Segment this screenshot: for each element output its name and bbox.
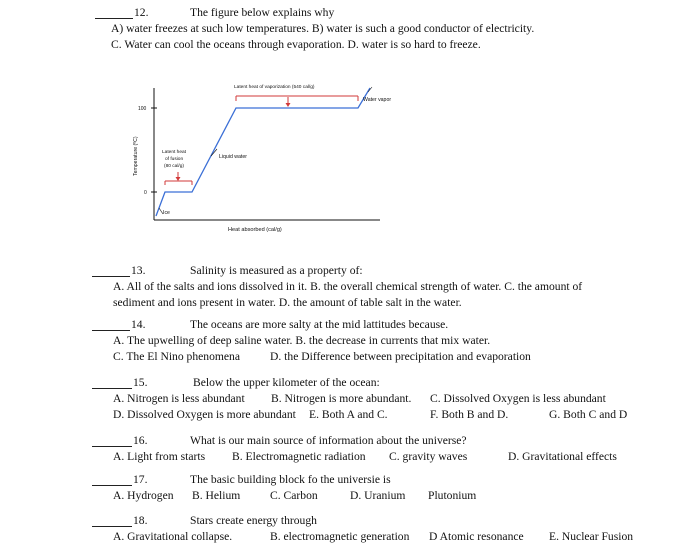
liquid-water-label: Liquid water: [219, 154, 247, 160]
q16-option-b: B. Electromagnetic radiation: [232, 450, 366, 463]
q14-option-c: C. The El Nino phenomena: [113, 350, 240, 363]
q15-number: 15.: [133, 376, 148, 389]
tick-100-label: 100: [138, 106, 147, 112]
q12-stem: The figure below explains why: [190, 6, 335, 19]
answer-blank-q14[interactable]: [92, 330, 130, 331]
q17-number: 17.: [133, 473, 148, 486]
q18-option-b: B. electromagnetic generation: [270, 530, 410, 543]
y-axis-label: Temperature (ºC): [133, 136, 139, 176]
q12-options-line1: A) water freezes at such low temperatures. B) water is such a good conductor of electricity.: [111, 22, 535, 35]
x-axis-label: Heat absorbed (cal/g): [228, 227, 282, 233]
q14-stem: The oceans are more salty at the mid lattitudes because.: [190, 318, 449, 331]
q15-option-e: E. Both A and C.: [309, 408, 388, 421]
q17-option-b: B. Helium: [192, 489, 241, 502]
q17-option-e: Plutonium: [428, 489, 477, 502]
fusion-arrowhead: [176, 177, 181, 181]
vaporization-arrowhead: [286, 103, 291, 107]
q13-number: 13.: [131, 264, 146, 277]
q14-number: 14.: [131, 318, 146, 331]
water-vapor-label: Water vapor: [363, 97, 392, 103]
q13-options-line1: A. All of the salts and ions dissolved in it. B. the overall chemical strength of water. C. the amount of: [113, 280, 583, 293]
q13-options-line2: sediment and ions present in water. D. the amount of table salt in the water.: [113, 296, 462, 309]
heating-curve-figure: [110, 68, 430, 248]
q17-option-a: A. Hydrogen: [113, 489, 174, 502]
q16-stem: What is our main source of information about the universe?: [190, 434, 467, 447]
tick-0-label: 0: [144, 190, 147, 196]
q13-stem: Salinity is measured as a property of:: [190, 264, 363, 277]
q17-option-d: D. Uranium: [350, 489, 406, 502]
q16-option-c: C. gravity waves: [389, 450, 468, 463]
vaporization-label: Latent heat of vaporization (540 cal/g): [234, 85, 315, 90]
q12-number: 12.: [134, 6, 149, 19]
q15-option-a: A. Nitrogen is less abundant: [113, 392, 245, 405]
heating-curve-line: [156, 88, 370, 216]
q15-option-g: G. Both C and D: [549, 408, 628, 421]
answer-blank-q18[interactable]: [92, 526, 132, 527]
ice-label: Ice: [163, 210, 170, 216]
q18-option-d: E. Nuclear Fusion: [549, 530, 634, 543]
q16-option-d: D. Gravitational effects: [508, 450, 617, 463]
q18-option-a: A. Gravitational collapse.: [113, 530, 233, 543]
answer-blank-q17[interactable]: [92, 485, 132, 486]
q16-option-a: A. Light from starts: [113, 450, 206, 463]
q17-option-c: C. Carbon: [270, 489, 318, 502]
q17-stem: The basic building block fo the universie is: [190, 473, 391, 486]
q18-option-c: D Atomic resonance: [429, 530, 524, 543]
q18-number: 18.: [133, 514, 148, 527]
q15-option-d: D. Dissolved Oxygen is more abundant: [113, 408, 296, 421]
answer-blank-q13[interactable]: [92, 276, 130, 277]
q16-number: 16.: [133, 434, 148, 447]
q15-option-c: C. Dissolved Oxygen is less abundant: [430, 392, 606, 405]
answer-blank-q15[interactable]: [92, 388, 132, 389]
fusion-label-line1: Latent heat: [162, 150, 187, 155]
fusion-label-line2: of fusion: [165, 157, 184, 162]
answer-blank-q16[interactable]: [92, 446, 132, 447]
q12-options-line2: C. Water can cool the oceans through evaporation. D. water is so hard to freeze.: [111, 38, 481, 51]
q15-option-b: B. Nitrogen is more abundant.: [271, 392, 412, 405]
q14-options-line1: A. The upwelling of deep saline water. B. the decrease in currents that mix water.: [113, 334, 491, 347]
fusion-label-line3: (80 cal/g): [164, 164, 184, 169]
q18-stem: Stars create energy through: [190, 514, 317, 527]
q15-stem: Below the upper kilometer of the ocean:: [193, 376, 380, 389]
answer-blank-q12[interactable]: [95, 18, 133, 19]
q15-option-f: F. Both B and D.: [430, 408, 509, 421]
q14-option-d: D. the Difference between precipitation and evaporation: [270, 350, 531, 363]
